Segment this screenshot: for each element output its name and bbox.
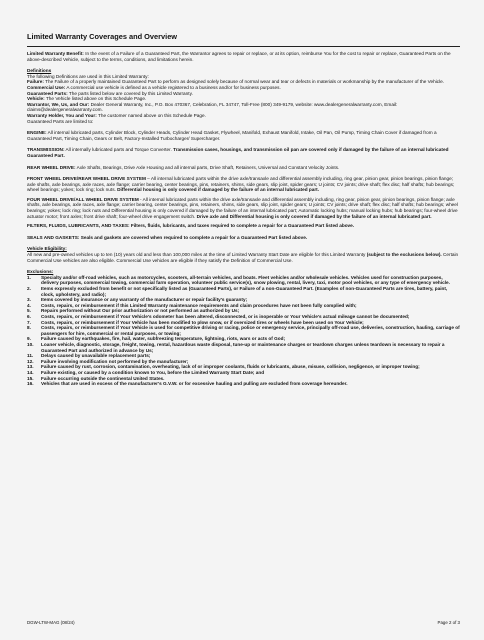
exclusion-text: Delays caused by unavailable replacement parts; [41,353,151,359]
exclusion-number: 11. [27,353,34,359]
exclusion-text: Costs, repairs, or reimbursement if Your Vehicle has been modified to plow snow, or if oversized tires or wheels have been used on Your Vehicle; [41,319,364,325]
exclusion-number: 7. [27,319,31,325]
benefit-paragraph: Limited Warranty Benefit: In the event of a Failure of a Guaranteed Part, the Warrantor agrees to repair or replace, or at its option, reimburse You for the cost to repair or replace, Guaranteed Parts on the above-described Vehicle, subject to the terms, conditions, and limitations herein. [27,51,451,62]
exclusion-text: Specialty and/or off-road vehicles, such as motorcycles, scooters, all-terrain vehicles, and boats. Fleet vehicles and/or wholesale vehicles. Vehicles used for construction purposes, delivery purposes, commercial towing, commercial farm operation, volunteer public service(s), snow plowing, rental, livery, taxi, motor pool vehicles, or any type of emergency vehicle. [41,274,450,286]
exclusion-text: Items expressly excluded from benefit or not specifically listed as (Guaranteed Parts), or Failure of a non-Guaranteed Part. (Examples of non-Guaranteed Parts are tires, battery, paint, clock, upholstery, and radio); [41,286,448,297]
definition-limited: Guaranteed Parts are limited to: [27,118,94,124]
coverage-engine: ENGINE: All internal lubricated parts, Cylinder Block, Cylinder Heads, Cylinder Head Gasket, Flywheel, Manifold, Exhaust Manifold, Intake, Oil Pan, Oil Pump, Timing Chain Cover if damaged from a Guaranteed Part, Timing Chain, Gears or Belt, Factory-Installed Turbocharger/ Supercharger. [27,130,437,141]
coverage-list [27,130,460,240]
exclusion-number: 1. [27,274,31,280]
page-footer [27,620,460,625]
coverage-fwd: FRONT WHEEL DRIVE/REAR WHEEL DRIVE SYSTEM – All internal lubricated parts within the drive axle/transaxle and differential assembly including, ring gear, pinion gear, pinion bearings, pinion flange; axle shafts, axle bearings, axle races, axle flange; carrier bearing, center bearings, pins, retainers, shims, side gears, slip joint, spider gears; U joints; CV joints; drive shaft; flex disc; half shafts; hub bearings; wheel bearings; yokes; lock ring; lock nuts. Differential housing is only covered if damaged by the failure of an internal lubricated part. [27,176,455,193]
definitions-intro: The following Definitions are used in this Limited Warranty: [27,73,149,79]
exclusion-item [27,342,460,353]
definition-warrantor: Warrantor, We, Us, and Our: Dealer General Warranty, Inc., P.O. Box 470367, Celebration, FL 34747, Toll-Free (800) 349-9179, website: www.dealergeneralwarranty.com, Email: claims@dealergeneralwarranty.com. [27,101,398,113]
page-number: Page 2 of 3 [437,620,460,625]
exclusion-text: Failure existing, or caused by a condition known to You, before the Limited Warranty Start Date; and [41,369,265,375]
exclusions-list [27,275,460,387]
coverage-filters: FILTERS, FLUIDS, LUBRICANTS, AND TAXES: Filters, fluids, lubricants, and taxes required to complete a repair for a Guaranteed Part listed above. [27,223,355,229]
definition-parts: Guaranteed Parts: The parts listed below are covered by this Limited Warranty. [27,90,193,96]
exclusion-item [27,381,460,387]
exclusion-number: 16. [27,381,34,387]
definition-failure: Failure: The Failure of a properly maintained Guaranteed Part to perform as designed solely because of normal wear and tear or defects in materials or workmanship by the manufacturer of the Vehicle. [27,79,445,85]
exclusion-text: Failure caused by rust, corrosion, contamination, overheating, lack of or improper coolants, fluids or lubricants, abuse, misuse, collision, negligence, or improper towing; [41,364,420,370]
exclusion-number: 15. [27,375,34,381]
exclusion-number: 14. [27,369,34,375]
exclusion-text: Items covered by insurance or any warranty of the manufacturer or repair facility's guaranty; [41,297,248,303]
exclusions-heading: Exclusions: [27,269,54,275]
exclusion-text: Costs, repairs, or reimbursement if Your Vehicle's odometer has been altered, disconnected, or is inoperable or Your Vehicle's actual mileage cannot be documented; [41,313,410,319]
exclusion-number: 12. [27,358,34,364]
exclusion-text: Failure occurring outside the continental United States. [41,375,165,381]
exclusion-item [27,275,460,286]
exclusion-item [27,325,460,336]
coverage-transmission: TRANSMISSION: All internally lubricated parts and Torque Converter. Transmission cases, housings, and transmission oil pan are covered only if damaged by the failure of an internal lubricated Guaranteed Part. [27,147,449,158]
eligibility-heading: Vehicle Eligibility: [27,246,67,252]
exclusion-number: 3. [27,297,31,303]
exclusion-number: 8. [27,325,31,331]
exclusion-text: Failure involving modification not performed by the manufacturer; [41,358,189,364]
exclusion-text: Repairs performed without Our prior authorization or not performed as authorized by Us; [41,308,240,314]
eligibility-text: All new and pre-owned vehicles up to ten (10) years old and less than 100,000 miles at the time of Limited Warranty Start Date are eligible for this Limited Warranty (subject to the exclusions below). Certain Commercial Use vehicles are also eligible. Commercial Use vehicles are eligible if they satisfy the Definition of Commercial Use. [27,252,459,263]
definition-vehicle: Vehicle: The Vehicle listed above on this Schedule Page. [27,96,147,102]
exclusion-text: Failure caused by earthquakes, fire, hail, water, subfreezing temperature, lightning, riots, wars or acts of God; [41,336,286,342]
coverage-seals: SEALS AND GASKETS: Seals and gaskets are covered when required to complete a repair for a Guaranteed Part listed above. [27,234,308,240]
title-bar [27,26,460,47]
coverage-rear-wheel: REAR WHEEL DRIVE: Axle Shafts, Bearings, Drive Axle Housing and all internal parts, Drive Shaft, Retainers, Universal and Constant Velocity Joints. [27,164,340,170]
exclusion-text: Costs, repairs, or reimbursement if Your Vehicle is used for competitive driving or racing, police or emergency service, principally off-road use, deliveries, construction, hauling, carriage of passengers for hire, commercial or rental purposes, or towing; [41,325,460,336]
exclusion-number: 5. [27,308,31,314]
page-title: Limited Warranty Coverages and Overview [27,32,178,41]
exclusion-number: 10. [27,341,34,347]
exclusion-text: Vehicles that are used in excess of the manufacturer's G.V.W. or for excessive hauling and pulling are excluded from coverage hereunder. [41,381,348,387]
definitions-heading: Definitions [27,68,52,74]
definition-commercial: Commercial Use: A commercial use vehicle is defined as a vehicle registered to a business and/or for business purposes. [27,84,281,90]
exclusion-number: 4. [27,302,31,308]
definition-holder: Warranty Holder, You and Your: The customer named above on this Schedule Page. [27,112,206,118]
exclusion-number: 9. [27,336,31,342]
exclusion-text: Costs, repairs, or reimbursement if this Limited Warranty maintenance requirements and claim procedures have not been fully complied with; [41,302,357,308]
exclusion-number: 13. [27,364,34,370]
exclusion-number: 6. [27,313,31,319]
form-code: DGW-LTW-MAG (08/24) [27,620,75,625]
exclusion-item [27,286,460,297]
exclusion-text: Loaner vehicle, diagnostic, storage, freight, towing, rental, hazardous waste disposal, tune-up or maintenance charges or teardown charges unless teardown is necessary to repair a Guaranteed Part and authorized in advance by Us; [41,341,445,353]
exclusion-number: 2. [27,286,31,291]
coverage-4wd: FOUR WHEEL DRIVE/ALL WHEEL DRIVE SYSTEM - All internal lubricated parts within the drive axle/transaxle and differential assembly including, ring gear, pinion gear, pinion bearings, pinion flange; axle shafts, axle bearings, axle races, axle flange; carrier bearing, center bearings, pins, retainers, shims, side gears, slip joint, spider gears; U joints; CV joints; drive shaft; flex disc; half shafts; hub bearings; wheel bearings; yokes; lock ring; lock nuts and Differential housing is only covered if damaged by the failure of an internal lubricated part; Automatic locking hubs; manual locking hubs; hub bearings; four-wheel drive actuator motor; front axles; front drive shaft; four-wheel drive engagement switch. Drive axle and Differential housing is only covered if damaged by the failure of an internal lubricated part. [27,196,458,219]
